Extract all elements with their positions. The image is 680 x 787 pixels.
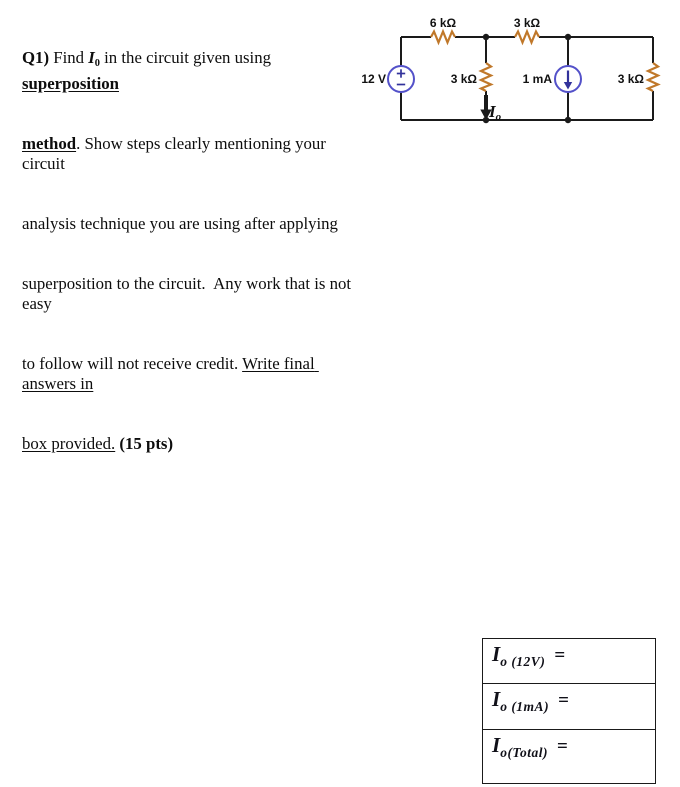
answer-boxes: [482, 638, 656, 784]
resistor-3k-mid-label: 3 kΩ: [450, 72, 477, 86]
question-line: analysis technique you are using after applying: [22, 213, 338, 233]
question-line: to follow will not receive credit. Write final answers in: [22, 353, 319, 393]
resistor-3k-middle-icon: [481, 63, 491, 91]
output-current-label: Io: [489, 102, 502, 123]
resistor-3k-right-icon: [648, 63, 658, 91]
question-line: method. Show steps clearly mentioning your circuit: [22, 133, 331, 173]
io-symbol: I: [88, 48, 95, 67]
answer-box-io-1ma: $I_{o (1mA)}$ =: [482, 683, 656, 731]
question-line: superposition to the circuit. Any work that is not easy: [22, 273, 356, 313]
resistor-6k-label: 6 kΩ: [429, 16, 457, 30]
superposition-emphasis: superposition: [22, 73, 119, 93]
circuit-diagram: [355, 0, 680, 145]
final-answers-emphasis: Write final answers in: [22, 353, 319, 393]
answer-box-io-total: $I_{o(Total)}$ =: [482, 729, 656, 784]
question-line: [22, 434, 367, 454]
io-subscript: 0: [94, 57, 100, 69]
method-emphasis: method: [22, 133, 77, 153]
voltage-source-label: 12 V: [361, 72, 386, 86]
resistor-3k-top-icon: [515, 32, 539, 43]
points-label: (15 pts): [119, 433, 174, 453]
voltage-source-icon: [388, 66, 414, 92]
question-text: [22, 8, 367, 494]
resistor-6k-icon: [431, 32, 455, 43]
resistor-3k-top-label: 3 kΩ: [513, 16, 541, 30]
question-number: Q1): [22, 48, 50, 67]
resistor-3k-right-label: 3 kΩ: [617, 72, 644, 86]
question-line: Q1) Find I0 in the circuit given using superposition: [22, 48, 276, 93]
answer-box-io-12v: $I_{o (12V)}$ =: [482, 638, 656, 684]
current-source-icon: [555, 66, 581, 92]
box-provided-emphasis: box provided.: [22, 433, 116, 453]
current-source-label: 1 mA: [522, 72, 552, 86]
